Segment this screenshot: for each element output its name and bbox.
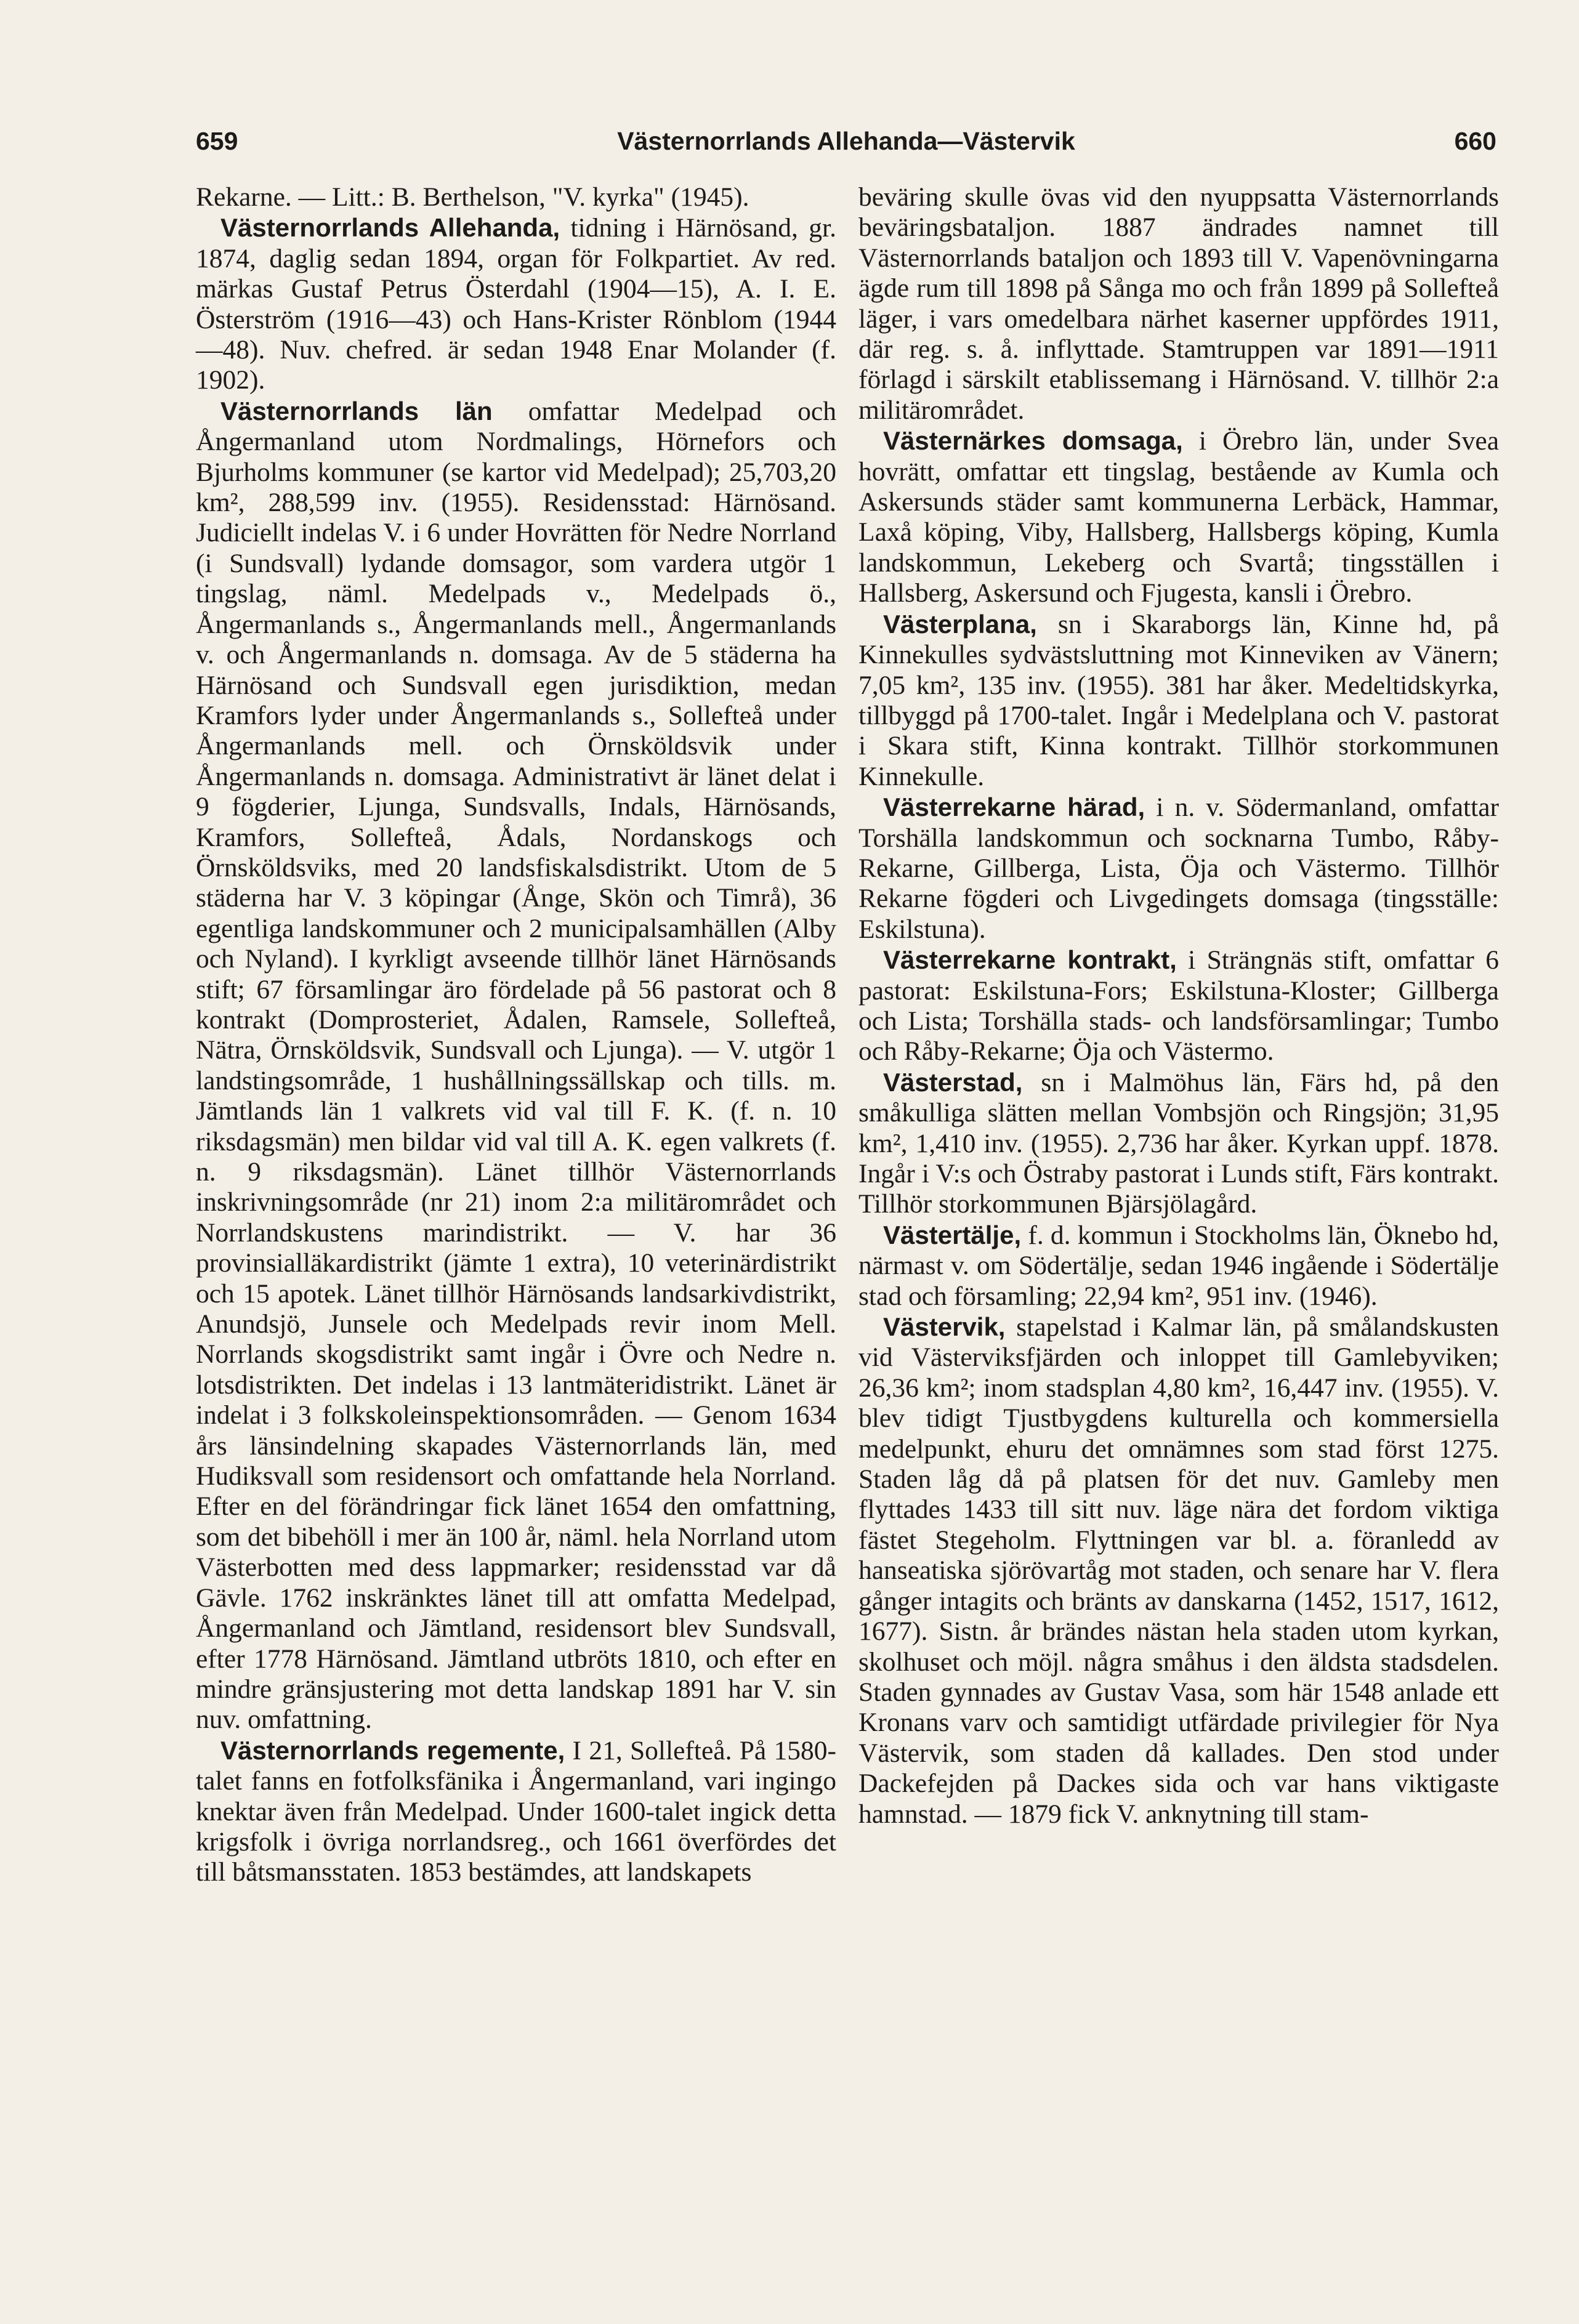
dictionary-entry — [858, 792, 1499, 945]
continued-text — [858, 182, 1499, 426]
entry-headword: Västerrekarne kontrakt, — [883, 945, 1177, 975]
dictionary-entry — [858, 1312, 1499, 1830]
entry-body: Rekarne. — Litt.: B. Berthelson, "V. kyrka" (1945). — [196, 182, 749, 212]
entry-body: I 21, Sollefteå. På 1580-talet fanns en fotfolksfänika i Ångermanland, vari ingingo knektar även från Medelpad. Under 1600-talet ingick detta krigsfolk i övriga norrlandsreg., och 1661 överfördes det till båtsmansstaten. 1853 bestämdes, att landskapets — [196, 1735, 836, 1887]
entry-headword: Västernorrlands regemente, — [220, 1735, 565, 1765]
entry-headword: Västernorrlands län — [220, 396, 493, 426]
entry-body: i Örebro län, under Svea hovrätt, omfattar ett tingslag, bestående av Kumla och Askersunds städer samt kommunerna Lerbäck, Hammar, Laxå köping, Viby, Hallsberg, Hallsbergs köping, Kumla landskommun, Lekeberg och Svartå; tingsställen i Hallsberg, Askersund och Fjugesta, kansli i Örebro. — [858, 426, 1500, 608]
entry-headword: Västerplana, — [883, 609, 1037, 639]
dictionary-entry — [858, 1067, 1499, 1220]
entry-body: beväring skulle övas vid den nyuppsatta Västernorrlands beväringsbataljon. 1887 ändrades namnet till Västernorrlands bataljon och 1893 till V. Vapenövningarna ägde rum till 1898 på Sånga mo och från 1899 på Sollefteå läger, i vars omedelbara närhet kaserner uppfördes 1911, där reg. s. å. inflyttade. Stamtruppen var 1891—1911 förlagd i särskilt etablissemang i Härnösand. V. tillhör 2:a militärområdet. — [858, 182, 1499, 425]
dictionary-entry — [858, 609, 1499, 792]
page-number-left: 659 — [196, 127, 238, 155]
right-column — [858, 182, 1499, 1830]
page-number-right: 660 — [1454, 127, 1496, 155]
entry-body: omfattar Medelpad och Ångermanland utom Nordmalings, Hörnefors och Bjurholms kommuner (se kartor vid Medelpad); 25,703,20 km², 288,599 inv. (1955). Residensstad: Härnösand. Judiciellt indelas V. i 6 under Hovrätten för Nedre Norrland (i Sundsvall) lydande domsagor, som vardera utgör 1 tingslag, näml. Medelpads v., Medelpads ö., Ångermanlands s., Ångermanlands mell., Ångermanlands v. och Ångermanlands n. domsaga. Av de 5 städerna ha Härnösand och Sundsvall egen jurisdiktion, medan Kramfors lyder under Ångermanlands s., Sollefteå under Ångermanlands mell. och Örnsköldsvik under Ångermanlands n. domsaga. Administrativt är länet delat i 9 fögderier, Ljunga, Sundsvalls, Indals, Härnösands, Kramfors, Sollefteå, Ådals, Nordanskogs och Örnsköldsviks, med 20 landsfiskalsdistrikt. Utom de 5 städerna har V. 3 köpingar (Ånge, Skön och Timrå), 36 egentliga landskommuner och 2 municipalsamhällen (Alby och Nyland). I kyrkligt avseende tillhör länet Härnösands stift; 67 församlingar äro fördelade på 56 pastorat och 8 kontrakt (Domprosteriet, Ådalen, Ramsele, Sollefteå, Nätra, Örnsköldsvik, Sundsvall och Ljunga). — V. utgör 1 landstingsområde, 1 hushållningssällskap och tills. m. Jämtlands län 1 valkrets vid val till F. K. (f. n. 10 riksdagsmän) men bildar vid val till A. K. egen valkrets (f. n. 9 riksdagsmän). Länet tillhör Västernorrlands inskrivningsområde (nr 21) inom 2:a militärområdet och Norrlandskustens marindistrikt. — V. har 36 provinsialläkardistrikt (jämte 1 extra), 10 veterinärdistrikt och 15 apotek. Länet tillhör Härnösands landsarkivdistrikt, Anundsjö, Junsele och Medelpads revir inom Mell. Norrlands skogsdistrikt samt ingår i Övre och Nedre n. lotsdistrikten. Det indelas i 13 lantmäteridistrikt. Länet är indelat i 3 folkskoleinspektionsområden. — Genom 1634 års länsindelning skapades Västernorrlands län, med Hudiksvall som residensort och omfattande hela Norrland. Efter en del förändringar fick länet 1654 den omfattning, som det bibehöll i mer än 100 år, näml. hela Norrland utom Västerbotten med dess lappmarker; residensstad var då Gävle. 1762 inskränktes länet till att omfatta Medelpad, Ångermanland och Jämtland, residensort blev Sundsvall, efter 1778 Härnösand. Jämtland utbröts 1810, och efter en mindre gränsjustering mot detta landskap 1891 har V. sin nuv. omfattning. — [196, 396, 836, 1735]
entry-body: tidning i Härnösand, gr. 1874, daglig sedan 1894, organ för Folkpartiet. Av red. märkas Gustaf Petrus Österdahl (1904—15), A. I. E. Österström (1916—43) och Hans-Krister Rönblom (1944—48). Nuv. chefred. är sedan 1948 Enar Molander (f. 1902). — [196, 213, 836, 395]
entry-body: sn i Malmöhus län, Färs hd, på den småkulliga slätten mellan Vombsjön och Ringsjön; 31,95 km², 1,410 inv. (1955). 2,736 har åker. Kyrkan uppf. 1878. Ingår i V:s och Östraby pastorat i Lunds stift, Färs kontrakt. Tillhör storkommunen Bjärsjölagård. — [858, 1067, 1499, 1219]
entry-headword: Västerrekarne härad, — [883, 793, 1145, 822]
dictionary-entry — [858, 1220, 1499, 1312]
left-column — [196, 182, 836, 1888]
entry-body: sn i Skaraborgs län, Kinne hd, på Kinnekulles sydvästsluttning mot Kinneviken av Vänern; 7,05 km², 135 inv. (1955). 381 har åker. Medeltidskyrka, tillbyggd på 1700-talet. Ingår i Medelplana och V. pastorat i Skara stift, Kinna kontrakt. Tillhör storkommunen Kinnekulle. — [858, 609, 1499, 791]
dictionary-entry — [858, 426, 1499, 608]
entry-body: f. d. kommun i Stockholms län, Öknebo hd, närmast v. om Södertälje, sedan 1946 ingående i Södertälje stad och församling; 22,94 km², 951 inv. (1946). — [858, 1220, 1499, 1311]
entry-body: i Strängnäs stift, omfattar 6 pastorat: Eskilstuna-Fors; Eskilstuna-Kloster; Gillberga och Lista; Torshälla stads- och landsförsamlingar; Tumbo och Råby-Rekarne; Öja och Västermo. — [858, 945, 1499, 1067]
dictionary-entry — [196, 1735, 836, 1888]
entry-body: i n. v. Södermanland, omfattar Torshälla landskommun och socknarna Tumbo, Råby-Rekarne, Gillberga, Lista, Öja och Västermo. Tillhör Rekarne fögderi och Livgedingets domsaga (tingsställe: Eskilstuna). — [858, 793, 1499, 944]
entry-headword: Västertälje, — [883, 1220, 1022, 1249]
entry-headword: Västernorrlands Allehanda, — [220, 213, 560, 243]
running-title: Västernorrlands Allehanda—Västervik — [617, 127, 1075, 155]
running-header — [196, 127, 1496, 164]
entry-headword: Västerstad, — [883, 1067, 1023, 1097]
continued-text — [196, 182, 836, 212]
dictionary-entry — [196, 396, 836, 1735]
entry-headword: Västernärkes domsaga, — [883, 426, 1183, 456]
dictionary-entry — [858, 945, 1499, 1067]
entry-body: stapelstad i Kalmar län, på smålandskusten vid Västerviksfjärden och inloppet till Gamlebyviken; 26,36 km²; inom stadsplan 4,80 km², 16,447 inv. (1955). V. blev tidigt Tjustbygdens kulturella och kommersiella medelpunkt, ehuru det omnämnes som stad först 1275. Staden låg då på platsen för det nuv. Gamleby men flyttades 1433 till sitt nuv. läge nära det fordom viktiga fästet Stegeholm. Flyttningen var bl. a. föranledd av hanseatiska sjörövartåg mot staden, och senare har V. flera gånger intagits och bränts av danskarna (1452, 1517, 1612, 1677). Sistn. år brändes nästan hela staden utom kyrkan, skolhuset och möjl. några småhus i den äldsta stadsdelen. Staden gynnades av Gustav Vasa, som här 1548 anlade ett Kronans varv och samtidigt utfärdade privilegier för Nya Västervik, som staden då kallades. Den stod under Dackefejden på Dackes sida och var hans viktigaste hamnstad. — 1879 fick V. anknytning till stam- — [858, 1312, 1499, 1829]
dictionary-entry — [196, 212, 836, 395]
entry-headword: Västervik, — [883, 1312, 1006, 1342]
